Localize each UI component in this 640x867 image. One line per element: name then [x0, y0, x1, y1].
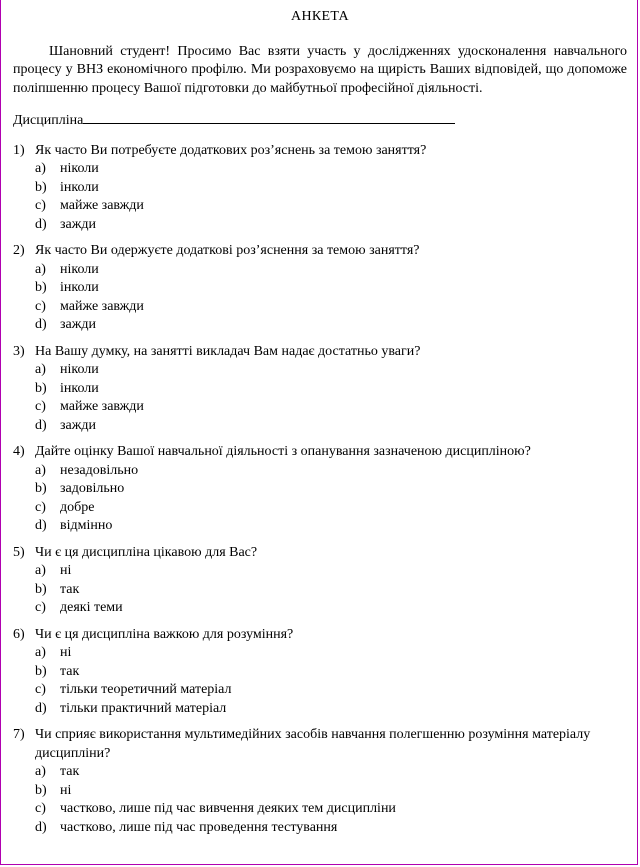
answer-text: майже завжди [60, 198, 144, 213]
document-title: АНКЕТА [291, 9, 349, 24]
answer-list [35, 763, 627, 837]
question-number: 5) [13, 544, 25, 560]
question-number: 3) [13, 343, 25, 359]
answer-list [35, 644, 627, 718]
answer-text: так [60, 581, 80, 597]
answer-letter: c) [35, 499, 46, 515]
answer-option[interactable] [35, 480, 627, 499]
answer-option[interactable] [35, 462, 627, 481]
question-item [13, 343, 627, 436]
question-item [13, 726, 627, 837]
answer-letter: b) [35, 663, 47, 679]
answer-letter: c) [35, 198, 46, 213]
answer-option[interactable] [35, 380, 627, 399]
answer-option[interactable] [35, 499, 627, 518]
question-text-row [13, 544, 627, 563]
answer-letter: a) [35, 362, 46, 377]
question-text: На Вашу думку, на занятті викладач Вам надає достатньо уваги? [35, 343, 421, 359]
question-number: 1) [13, 142, 25, 158]
answer-text: ніколи [60, 362, 99, 377]
answer-option[interactable] [35, 160, 627, 179]
answer-letter: d) [35, 700, 47, 716]
answer-list [35, 160, 627, 234]
question-item [13, 626, 627, 719]
answer-option[interactable] [35, 197, 627, 216]
answer-letter: c) [35, 399, 46, 414]
answer-letter: d) [35, 518, 47, 533]
answer-option[interactable] [35, 581, 627, 600]
question-number: 4) [13, 444, 25, 459]
answer-letter: d) [35, 216, 47, 232]
answer-option[interactable] [35, 562, 627, 581]
question-text: Дайте оцінку Вашої навчальної діяльності з опанування зазначеною дисципліною? [35, 444, 531, 459]
answer-list [35, 562, 627, 618]
answer-text: інколи [60, 380, 99, 396]
answer-option[interactable] [35, 819, 627, 838]
answer-text: інколи [60, 179, 99, 195]
answer-list [35, 361, 627, 435]
answer-letter: a) [35, 462, 46, 478]
question-text-row [13, 142, 627, 161]
question-text-row [13, 626, 627, 645]
answer-letter: b) [35, 581, 47, 597]
answer-letter: d) [35, 317, 47, 332]
answer-text: ніколи [60, 261, 99, 277]
answer-text: зажди [60, 317, 97, 332]
answer-text: майже завжди [60, 399, 144, 414]
answer-option[interactable] [35, 279, 627, 298]
answer-option[interactable] [35, 800, 627, 819]
question-text-row [13, 343, 627, 362]
answer-letter: a) [35, 161, 46, 176]
answer-option[interactable] [35, 517, 627, 536]
answer-letter: a) [35, 261, 46, 277]
question-text: Як часто Ви одержуєте додаткові роз’яснення за темою заняття? [35, 243, 420, 258]
answer-text: ні [60, 563, 72, 578]
discipline-blank-line[interactable] [83, 109, 455, 124]
question-text-row [13, 242, 627, 261]
answer-option[interactable] [35, 398, 627, 417]
question-text: Чи є ця дисципліна цікавою для Вас? [35, 544, 258, 560]
answer-text: тільки практичний матеріал [60, 700, 227, 716]
answer-letter: b) [35, 782, 47, 798]
answer-option[interactable] [35, 782, 627, 801]
answer-text: відмінно [60, 518, 113, 533]
discipline-field [13, 109, 627, 131]
answer-option[interactable] [35, 763, 627, 782]
answer-letter: b) [35, 380, 47, 396]
answer-option[interactable] [35, 700, 627, 719]
answer-letter: a) [35, 645, 46, 660]
question-number: 7) [13, 727, 25, 742]
answer-letter: d) [35, 819, 47, 835]
answer-letter: c) [35, 298, 46, 314]
answer-option[interactable] [35, 298, 627, 317]
answer-option[interactable] [35, 361, 627, 380]
answer-text: інколи [60, 280, 99, 295]
answer-option[interactable] [35, 663, 627, 682]
question-text: Чи є ця дисципліна важкою для розуміння? [35, 626, 294, 642]
answer-text: зажди [60, 417, 97, 433]
answer-option[interactable] [35, 179, 627, 198]
answer-option[interactable] [35, 681, 627, 700]
answer-text: ні [60, 782, 72, 798]
question-text: Чи сприяє використання мультимедійних засобів навчання полегшенню розуміння матеріалу дисципліни? [35, 727, 591, 761]
answer-text: ніколи [60, 161, 99, 176]
question-item [13, 142, 627, 235]
answer-text: частково, лише під час вивчення деяких тем дисципліни [60, 801, 396, 816]
answer-text: задовільно [60, 481, 125, 496]
answer-letter: a) [35, 563, 46, 578]
answer-letter: b) [35, 179, 47, 195]
answer-letter: a) [35, 764, 46, 779]
answer-text: добре [60, 499, 95, 515]
answer-text: деякі теми [60, 600, 123, 615]
answer-text: частково, лише під час проведення тестування [60, 819, 338, 835]
answer-option[interactable] [35, 316, 627, 335]
answer-letter: c) [35, 682, 46, 697]
answer-text: тільки теоретичний матеріал [60, 682, 232, 697]
answer-option[interactable] [35, 216, 627, 235]
answer-list [35, 261, 627, 335]
answer-option[interactable] [35, 644, 627, 663]
discipline-label: Дисципліна [13, 113, 84, 128]
question-number: 2) [13, 243, 25, 258]
question-text-row [13, 726, 627, 763]
answer-letter: c) [35, 801, 46, 816]
answer-list [35, 462, 627, 536]
answer-letter: b) [35, 280, 47, 295]
answer-option[interactable] [35, 261, 627, 280]
answer-letter: c) [35, 600, 46, 615]
question-number: 6) [13, 626, 25, 642]
answer-option[interactable] [35, 599, 627, 618]
question-item [13, 242, 627, 335]
answer-text: незадовільно [60, 462, 139, 478]
question-text: Як часто Ви потребуєте додаткових роз’яснень за темою заняття? [35, 142, 427, 158]
answer-text: так [60, 764, 80, 779]
question-item [13, 544, 627, 618]
answer-letter: d) [35, 417, 47, 433]
answer-text: ні [60, 645, 72, 660]
question-item [13, 443, 627, 536]
answer-text: так [60, 663, 80, 679]
answer-letter: b) [35, 481, 47, 496]
question-list [13, 142, 627, 838]
answer-text: майже завжди [60, 298, 144, 314]
intro-paragraph: Шановний студент! Просимо Вас взяти участь у дослідженнях удосконалення навчального процесу у ВНЗ економічного профілю. Ми розраховуємо на щирість Ваших відповідей, що допоможе поліпшенню процесу Вашої підготовки до майбутньої професійної діяльності. [13, 43, 627, 96]
answer-text: зажди [60, 216, 97, 232]
answer-option[interactable] [35, 417, 627, 436]
question-text-row [13, 443, 627, 462]
